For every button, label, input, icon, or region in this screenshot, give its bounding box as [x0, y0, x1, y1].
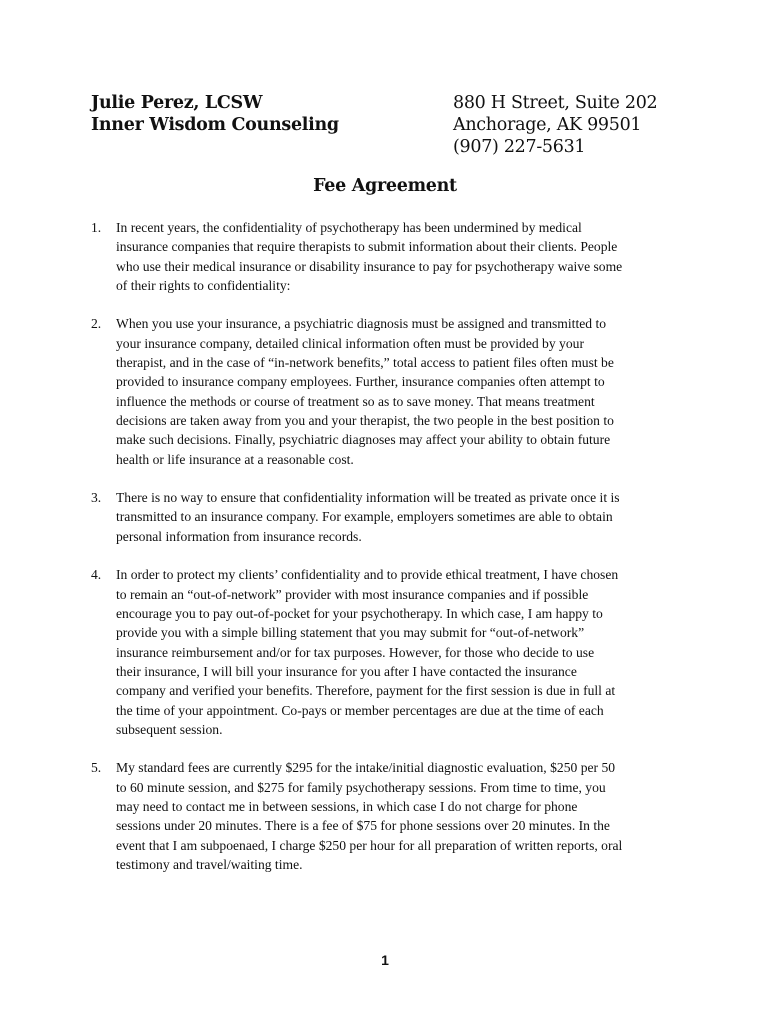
- item-text-line: of their rights to confidentiality:: [116, 278, 291, 294]
- item-text-line: When you use your insurance, a psychiatric diagnosis must be assigned and transmitted to: [116, 316, 607, 332]
- item-text-line: may need to contact me in between sessions, in which case I do not charge for phone: [116, 798, 578, 814]
- item-text-line: subsequent session.: [116, 721, 223, 737]
- item-text-line: who use their medical insurance or disability insurance to pay for psychotherapy waive some: [116, 258, 623, 274]
- agreement-item: [91, 565, 681, 739]
- item-number: 1.: [91, 220, 102, 235]
- item-number: 5.: [91, 760, 102, 776]
- item-text-line: to 60 minute session, and $275 for family psychotherapy sessions. From time to time, you: [116, 779, 606, 795]
- item-text-line: transmitted to an insurance company. For example, employers sometimes are able to obtain: [116, 509, 613, 525]
- provider-address: [453, 92, 657, 158]
- phone-number: (907) 227-5631: [453, 137, 586, 157]
- city-state-zip: Anchorage, AK 99501: [453, 115, 642, 135]
- item-text-line: In recent years, the confidentiality of psychotherapy has been undermined by medical: [116, 220, 582, 235]
- item-text-line: health or life insurance at a reasonable cost.: [116, 451, 354, 467]
- item-text-line: testimony and travel/waiting time.: [116, 856, 303, 872]
- item-text-line: make such decisions. Finally, psychiatric diagnoses may affect your ability to obtain future: [116, 432, 611, 448]
- item-text-line: event that I am subpoenaed, I charge $250 per hour for all preparation of written reports, oral: [116, 837, 623, 853]
- agreement-items: [91, 218, 681, 893]
- item-number: 2.: [91, 316, 102, 332]
- document-title: Fee Agreement: [313, 176, 457, 196]
- item-text-line: provide you with a simple billing statement that you may submit for “out-of-network”: [116, 625, 585, 641]
- item-text-line: provided to insurance company employees. Further, insurance companies often attempt to: [116, 374, 605, 390]
- item-text-line: influence the methods or course of treatment so as to save money. That means treatment: [116, 393, 595, 409]
- street-address: 880 H Street, Suite 202: [453, 93, 658, 113]
- item-text-line: company and verified your benefits. Therefore, payment for the first session is due in full at: [116, 683, 616, 699]
- item-text-line: In order to protect my clients’ confidentiality and to provide ethical treatment, I have chosen: [116, 567, 619, 583]
- page-number: 1: [381, 952, 389, 968]
- item-text-line: decisions are taken away from you and your therapist, the two people in the best position to: [116, 413, 614, 429]
- item-text-line: therapist, and in the case of “in-network benefits,” total access to patient files often must be: [116, 355, 614, 371]
- item-text-line: There is no way to ensure that confidentiality information will be treated as private once it is: [116, 490, 620, 506]
- agreement-item: [91, 758, 681, 874]
- item-text-line: to remain an “out-of-network” provider with most insurance companies and if possible: [116, 586, 589, 602]
- item-text-line: insurance reimbursement and/or for tax purposes. However, for those who decide to use: [116, 644, 595, 660]
- item-text-line: sessions under 20 minutes. There is a fee of $75 for phone sessions over 20 minutes. In the: [116, 818, 610, 834]
- item-text-line: My standard fees are currently $295 for the intake/initial diagnostic evaluation, $250 per 50: [116, 760, 616, 776]
- agreement-item: [91, 488, 681, 546]
- item-text-line: your insurance company, detailed clinical information often must be provided by your: [116, 335, 584, 351]
- item-number: 3.: [91, 490, 102, 506]
- provider-info: [91, 92, 339, 136]
- item-number: 4.: [91, 567, 102, 583]
- item-text-line: their insurance, I will bill your insurance for you after I have contacted the insurance: [116, 663, 577, 679]
- practice-name: Inner Wisdom Counseling: [91, 115, 339, 135]
- item-text-line: encourage you to pay out-of-pocket for your psychotherapy. In which case, I am happy to: [116, 605, 603, 621]
- item-text-line: insurance companies that require therapists to submit information about their clients. People: [116, 239, 618, 255]
- letterhead: [91, 92, 691, 162]
- agreement-item: [91, 314, 681, 469]
- item-text-line: personal information from insurance records.: [116, 528, 362, 544]
- item-text-line: the time of your appointment. Co-pays or member percentages are due at the time of each: [116, 702, 604, 718]
- agreement-item: [91, 218, 681, 295]
- provider-name: Julie Perez, LCSW: [91, 93, 263, 113]
